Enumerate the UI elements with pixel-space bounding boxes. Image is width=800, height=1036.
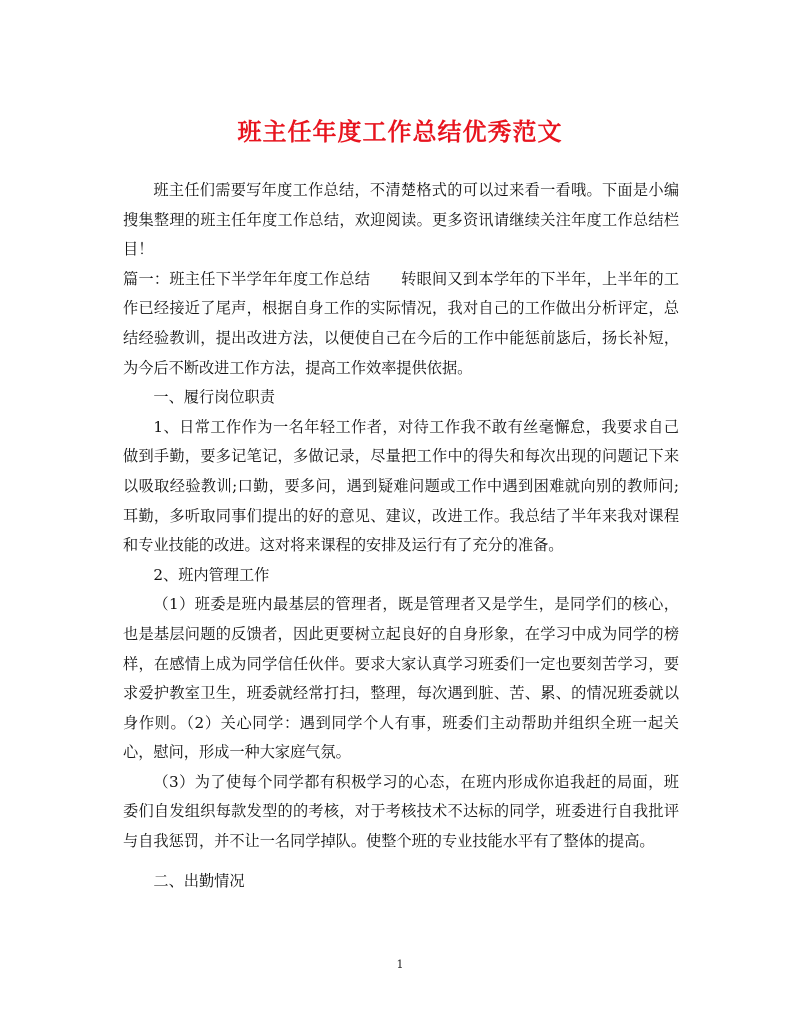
section-heading-class-management: 2、班内管理工作 bbox=[153, 565, 270, 584]
class-committee-paragraph: （1）班委是班内最基层的管理者，既是管理者又是学生，是同学们的核心，也是基层问题的反馈者，因此更要树立起良好的自身形象，在学习中成为同学的榜样，在感情上成为同学信任伙伴。要求大家认真学习班委们一定也要刻苦学习，要求爱护教室卫生，班委就经常打扫，整理，每次遇到脏、苦、累、的情况班委就以身作则。（2）关心同学：遇到同学个人有事，班委们主动帮助并组织全班一起关心，慰问，形成一种大家庭气氛。 bbox=[123, 595, 679, 762]
intro-paragraph: 班主任们需要写年度工作总结，不清楚格式的可以过来看一看哦。下面是小编搜集整理的班主任年度工作总结，欢迎阅读。更多资讯请继续关注年度工作总结栏目！ bbox=[123, 181, 679, 259]
page-number: 1 bbox=[396, 958, 404, 971]
section-heading-attendance: 二、出勤情况 bbox=[153, 871, 245, 890]
section-heading-duties: 一、履行岗位职责 bbox=[153, 388, 275, 407]
article-one-paragraph: 篇一：班主任下半学年年度工作总结 转眼间又到本学年的下半年，上半年的工作已经接近了尾声，根据自身工作的实际情况，我对自己的工作做出分析评定，总结经验教训，提出改进方法，以便使自己在今后的工作中能惩前毖后，扬长补短，为今后不断改进工作方法，提高工作效率提供依据。 bbox=[123, 269, 679, 377]
learning-attitude-paragraph: （3）为了使每个同学都有积极学习的心态，在班内形成你追我赶的局面，班委们自发组织每款发型的的考核，对于考核技术不达标的同学，班委进行自我批评与自我惩罚，并不让一名同学掉队。使整个班的专业技能水平有了整体的提高。 bbox=[123, 772, 679, 851]
document-body bbox=[123, 176, 679, 896]
daily-work-paragraph: 1、日常工作作为一名年轻工作者，对待工作我不敢有丝毫懈怠，我要求自己做到手勤，要多记笔记，多做记录，尽量把工作中的得失和每次出现的问题记下来以吸取经验教训;口勤，要多问，遇到疑难问题或工作中遇到困难就向别的教师问;耳勤，多听取同事们提出的好的意见、建议，改进工作。我总结了半年来我对课程和专业技能的改进。这对将来课程的安排及运行有了充分的准备。 bbox=[123, 417, 679, 555]
document-title: 班主任年度工作总结优秀范文 bbox=[237, 117, 563, 146]
